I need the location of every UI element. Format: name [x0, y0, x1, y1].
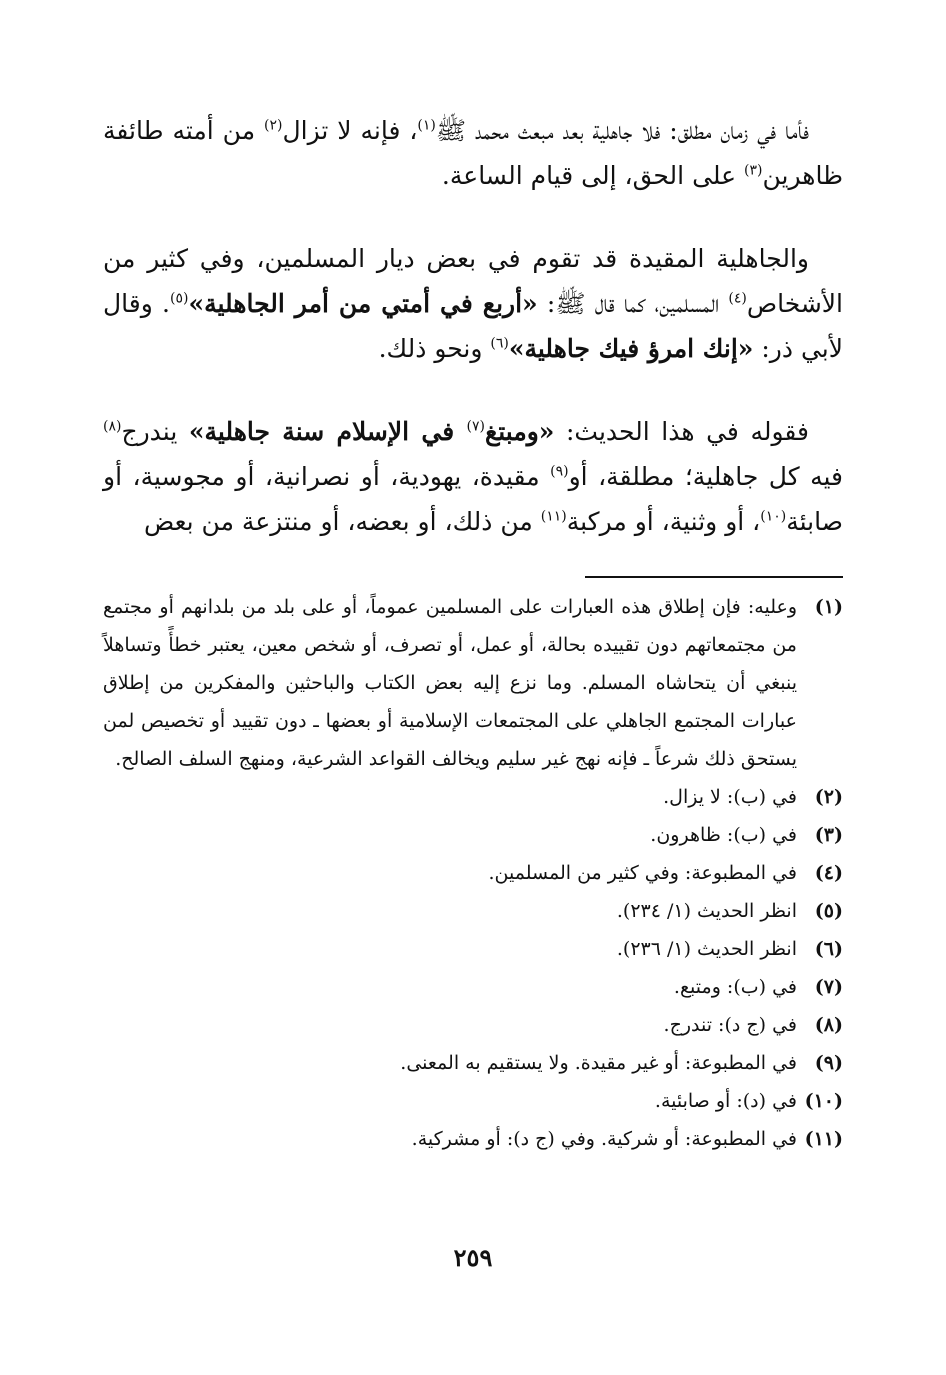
main-text [103, 108, 843, 544]
footnote-item [103, 778, 843, 816]
text-span: فقوله في هذا الحديث: [554, 417, 809, 446]
hadith-quote: «ومبتغ [484, 417, 555, 446]
footnote-text: في (ب): ظاهرون. [650, 824, 797, 846]
footnote-ref: (١١) [540, 508, 567, 525]
footnote-number: (٩) [814, 1052, 843, 1074]
text-span: من ذلك، أو بعضه، أو منتزعة من بعض [143, 507, 541, 536]
footnote-text: انظر الحديث (١/ ٢٣٤). [616, 900, 797, 922]
footnote-ref: (٦) [490, 335, 509, 352]
footnote-ref: (٢) [264, 117, 283, 134]
footnote-text: في (ب): ومتبع. [673, 976, 797, 998]
text-span: على الحق، إلى قيام الساعة. [441, 161, 745, 190]
footnote-ref: (٨) [103, 418, 122, 435]
footnote-number: (٧) [814, 976, 843, 998]
paragraph-2 [103, 236, 843, 371]
text-span: المسلمين، كما قال ﷺ: [537, 289, 729, 318]
text-span: من أمته طائفة ظاهرين [103, 116, 843, 190]
footnote-ref: (٥) [169, 290, 189, 307]
paragraph-1 [103, 108, 843, 198]
text-span: فيه كل جاهلية؛ مطلقة، أو [568, 462, 843, 491]
footnote-ref: (١) [417, 117, 436, 134]
footnote-item [103, 968, 843, 1006]
footnote-number: (٨) [814, 1014, 843, 1036]
footnote-number: (١٠) [804, 1090, 843, 1112]
footnote-item [103, 1082, 843, 1120]
footnote-text: في (ج د): تندرج. [663, 1014, 797, 1036]
footnote-item [103, 1006, 843, 1044]
footnote-item [103, 1120, 843, 1158]
footnote-item [103, 854, 843, 892]
footnote-number: (١) [814, 596, 843, 618]
footnote-item [103, 588, 843, 778]
hadith-quote: «إنك امرؤ فيك جاهلية» [508, 334, 754, 363]
footnote-number: (٥) [814, 900, 843, 922]
text-span: فأما في زمان مطلق: فلا جاهلية بعد مبعث محمد ﷺ [435, 116, 809, 145]
footnote-text: في المطبوعة: أو شركية. وفي (ج د): أو مشركية. [411, 1128, 797, 1150]
footnote-number: (٣) [814, 824, 843, 846]
footnote-text: في (د): أو صابئية. [654, 1090, 797, 1112]
footnote-text: انظر الحديث (١/ ٢٣٦). [616, 938, 797, 960]
page-number: ٢٥٩ [453, 1243, 493, 1272]
text-span: ، فإنه لا تزال [282, 116, 418, 145]
footnote-ref: (٧) [466, 418, 485, 435]
footnote-text: في المطبوعة: وفي كثير من المسلمين. [488, 862, 797, 884]
footnote-ref: (٤) [728, 290, 747, 307]
text-span: . وقال لأبي ذر: [103, 289, 843, 363]
footnotes-section [103, 588, 843, 1158]
footnote-number: (٤) [814, 862, 843, 884]
footnote-separator [585, 576, 843, 578]
text-span: يندرج [121, 417, 189, 446]
footnote-number: (٢) [814, 786, 843, 808]
text-span: ، أو وثنية، أو مركبة [566, 507, 761, 536]
footnote-text: في المطبوعة: أو غير مقيدة. ولا يستقيم به المعنى. [400, 1052, 797, 1074]
text-span: والجاهلية المقيدة قد تقوم في بعض ديار المسلمين، وفي كثير من الأشخاص [103, 244, 843, 318]
text-span: مقيدة، يهودية، أو نصرانية، أو مجوسية، أو صابئة [103, 462, 843, 536]
text-span: ونحو ذلك. [378, 334, 491, 363]
footnote-item [103, 816, 843, 854]
footnote-item [103, 892, 843, 930]
footnote-ref: (٩) [550, 463, 569, 480]
footnote-text: وعليه: فإن إطلاق هذه العبارات على المسلمين عموماً، أو على بلد من بلدانهم أو مجتمع من مجتمعاتهم دون تقييده بحالة، أو عمل، أو تصرف، أو شخص معين، يعتبر خطأً وتساهلاً ينبغي أن يتحاشاه المسلم. وما نزع إليه بعض الكتاب والباحثين والمفكرين من إطلاق عبارات المجتمع الجاهلي على المجتمعات الإسلامية أو بعضها ـ دون تقييد أو تخصيص لمن يستحق ذلك شرعاً ـ فإنه نهج غير سليم ويخالف القواعد الشرعية، ومنهج السلف الصالح. [103, 596, 797, 770]
paragraph-3 [103, 409, 843, 544]
footnote-item [103, 1044, 843, 1082]
footnote-ref: (١٠) [760, 508, 787, 525]
footnote-ref: (٣) [744, 162, 763, 179]
footnote-number: (١١) [804, 1128, 843, 1150]
hadith-quote: في الإسلام سنة جاهلية» [188, 417, 467, 446]
footnote-text: في (ب): لا يزال. [663, 786, 797, 808]
footnote-number: (٦) [814, 938, 843, 960]
hadith-quote: «أربع في أمتي من أمر الجاهلية» [188, 289, 538, 318]
footnote-item [103, 930, 843, 968]
